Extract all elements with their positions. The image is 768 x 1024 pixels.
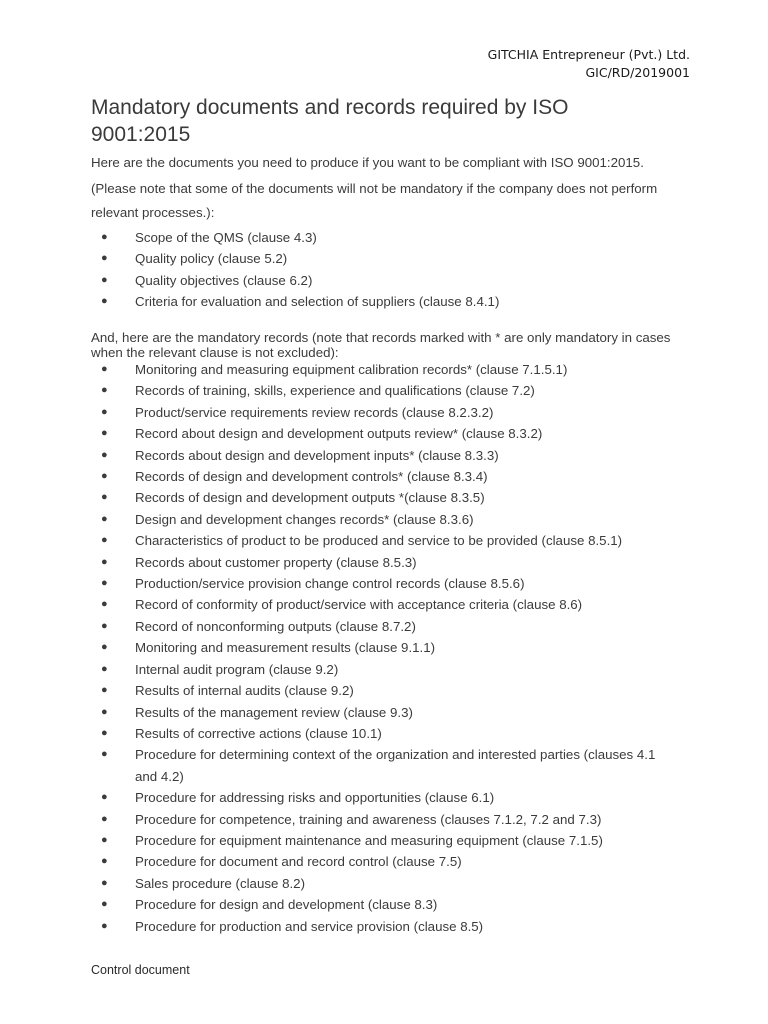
record-item-text: Records of design and development controls* (clause 8.3.4) (135, 469, 488, 485)
bullet-icon: ● (101, 448, 108, 461)
record-item (0, 744, 680, 787)
record-item-text: Characteristics of product to be produced and service to be provided (clause 8.5.1) (135, 533, 623, 549)
document-code: GIC/RD/2019001 (585, 65, 690, 80)
record-item (0, 851, 680, 872)
record-item-text: Record of nonconforming outputs (clause 8.7.2) (135, 618, 416, 634)
bullet-icon: ● (101, 641, 108, 654)
document-item (0, 270, 680, 291)
record-item-text: Record of conformity of product/service with acceptance criteria (clause 8.6) (135, 597, 583, 613)
record-item (0, 552, 680, 573)
record-item (0, 616, 680, 637)
bullet-icon: ● (101, 427, 108, 440)
record-item-text: Procedure for determining context of the organization and interested parties (clauses 4.1 and 4.2) (135, 747, 656, 784)
document-item-text: Criteria for evaluation and selection of suppliers (clause 8.4.1) (135, 294, 500, 310)
bullet-icon: ● (101, 876, 108, 889)
bullet-icon: ● (101, 363, 108, 375)
record-item-text: Procedure for addressing risks and opportunities (clause 6.1) (135, 790, 495, 806)
document-item (0, 227, 680, 248)
record-item (0, 809, 680, 830)
bullet-icon: ● (101, 577, 108, 590)
record-item (0, 916, 680, 937)
document-item (0, 291, 680, 312)
record-item (0, 402, 680, 423)
mandatory-records-list (0, 359, 768, 937)
bullet-icon: ● (101, 405, 108, 418)
record-item-text: Records about customer property (clause 8.5.3) (135, 554, 417, 570)
bullet-icon: ● (101, 662, 108, 675)
record-item (0, 702, 680, 723)
bullet-icon: ● (101, 791, 108, 804)
bullet-icon: ● (101, 684, 108, 697)
bullet-icon: ● (101, 705, 108, 718)
record-item-text: Monitoring and measurement results (clause 9.1.1) (135, 640, 436, 656)
bullet-icon: ● (101, 491, 108, 504)
bullet-icon: ● (101, 295, 108, 308)
record-item (0, 487, 680, 508)
bullet-icon: ● (101, 555, 108, 568)
company-name: GITCHIA Entrepreneur (Pvt.) Ltd. (487, 47, 690, 62)
record-item (0, 873, 680, 894)
bullet-icon: ● (101, 384, 108, 397)
bullet-icon: ● (101, 812, 108, 825)
page-title: Mandatory documents and records required by ISO 9001:2015 (91, 96, 569, 146)
record-item (0, 594, 680, 615)
bullet-icon: ● (101, 598, 108, 611)
bullet-icon: ● (101, 919, 108, 932)
bullet-icon: ● (101, 619, 108, 632)
record-item-text: Results of internal audits (clause 9.2) (135, 683, 354, 699)
document-item-text: Quality objectives (clause 6.2) (135, 272, 313, 288)
record-item-text: Monitoring and measuring equipment calibration records* (clause 7.1.5.1) (135, 362, 568, 377)
record-item-text: Procedure for equipment maintenance and measuring equipment (clause 7.1.5) (135, 832, 603, 848)
mandatory-documents-list (0, 227, 768, 313)
record-item (0, 423, 680, 444)
record-item-text: Procedure for competence, training and awareness (clauses 7.1.2, 7.2 and 7.3) (135, 811, 602, 827)
bullet-icon: ● (101, 273, 108, 286)
record-item-text: Product/service requirements review records (clause 8.2.3.2) (135, 404, 494, 420)
record-item-text: Procedure for production and service provision (clause 8.5) (135, 918, 484, 934)
record-item-text: Results of the management review (clause 9.3) (135, 704, 413, 720)
record-item-text: Record about design and development outputs review* (clause 8.3.2) (135, 426, 543, 442)
footer-label: Control document (91, 963, 190, 977)
document-item-text: Scope of the QMS (clause 4.3) (135, 230, 317, 245)
record-item (0, 723, 680, 744)
record-item (0, 637, 680, 658)
record-item (0, 787, 680, 808)
record-item-text: Records about design and development inputs* (clause 8.3.3) (135, 447, 499, 463)
record-item (0, 894, 680, 915)
record-item-text: Records of design and development outputs *(clause 8.3.5) (135, 490, 485, 506)
record-item-text: Production/service provision change control records (clause 8.5.6) (135, 576, 525, 592)
document-item (0, 248, 680, 269)
record-item (0, 659, 680, 680)
bullet-icon: ● (101, 470, 108, 483)
record-item-text: Design and development changes records* (clause 8.3.6) (135, 511, 474, 527)
record-item (0, 466, 680, 487)
record-item-text: Sales procedure (clause 8.2) (135, 875, 305, 891)
record-item-text: Results of corrective actions (clause 10.1) (135, 725, 382, 741)
record-item-text: Procedure for document and record control (clause 7.5) (135, 854, 462, 870)
record-item (0, 530, 680, 551)
record-item (0, 359, 680, 380)
record-item (0, 445, 680, 466)
bullet-icon: ● (101, 833, 108, 846)
intro-paragraph: Here are the documents you need to produce if you want to be compliant with ISO 9001:2015. (91, 155, 644, 170)
bullet-icon: ● (101, 512, 108, 525)
record-item-text: Internal audit program (clause 9.2) (135, 661, 339, 677)
record-item (0, 573, 680, 594)
records-intro-paragraph: And, here are the mandatory records (note that records marked with * are only mandatory in cases when the relevant clause is not excluded): (91, 330, 671, 360)
record-item (0, 830, 680, 851)
bullet-icon: ● (101, 898, 108, 911)
bullet-icon: ● (101, 534, 108, 547)
record-item-text: Procedure for design and development (clause 8.3) (135, 897, 438, 913)
document-header (488, 46, 690, 82)
bullet-icon: ● (101, 748, 108, 761)
record-item (0, 680, 680, 701)
bullet-icon: ● (101, 726, 108, 739)
bullet-icon: ● (101, 231, 108, 243)
record-item (0, 509, 680, 530)
document-item-text: Quality policy (clause 5.2) (135, 251, 288, 267)
note-paragraph: (Please note that some of the documents will not be mandatory if the company does not perform relevant processes.): (91, 181, 658, 220)
record-item (0, 380, 680, 401)
bullet-icon: ● (101, 855, 108, 868)
record-item-text: Records of training, skills, experience and qualifications (clause 7.2) (135, 383, 535, 399)
bullet-icon: ● (101, 252, 108, 265)
